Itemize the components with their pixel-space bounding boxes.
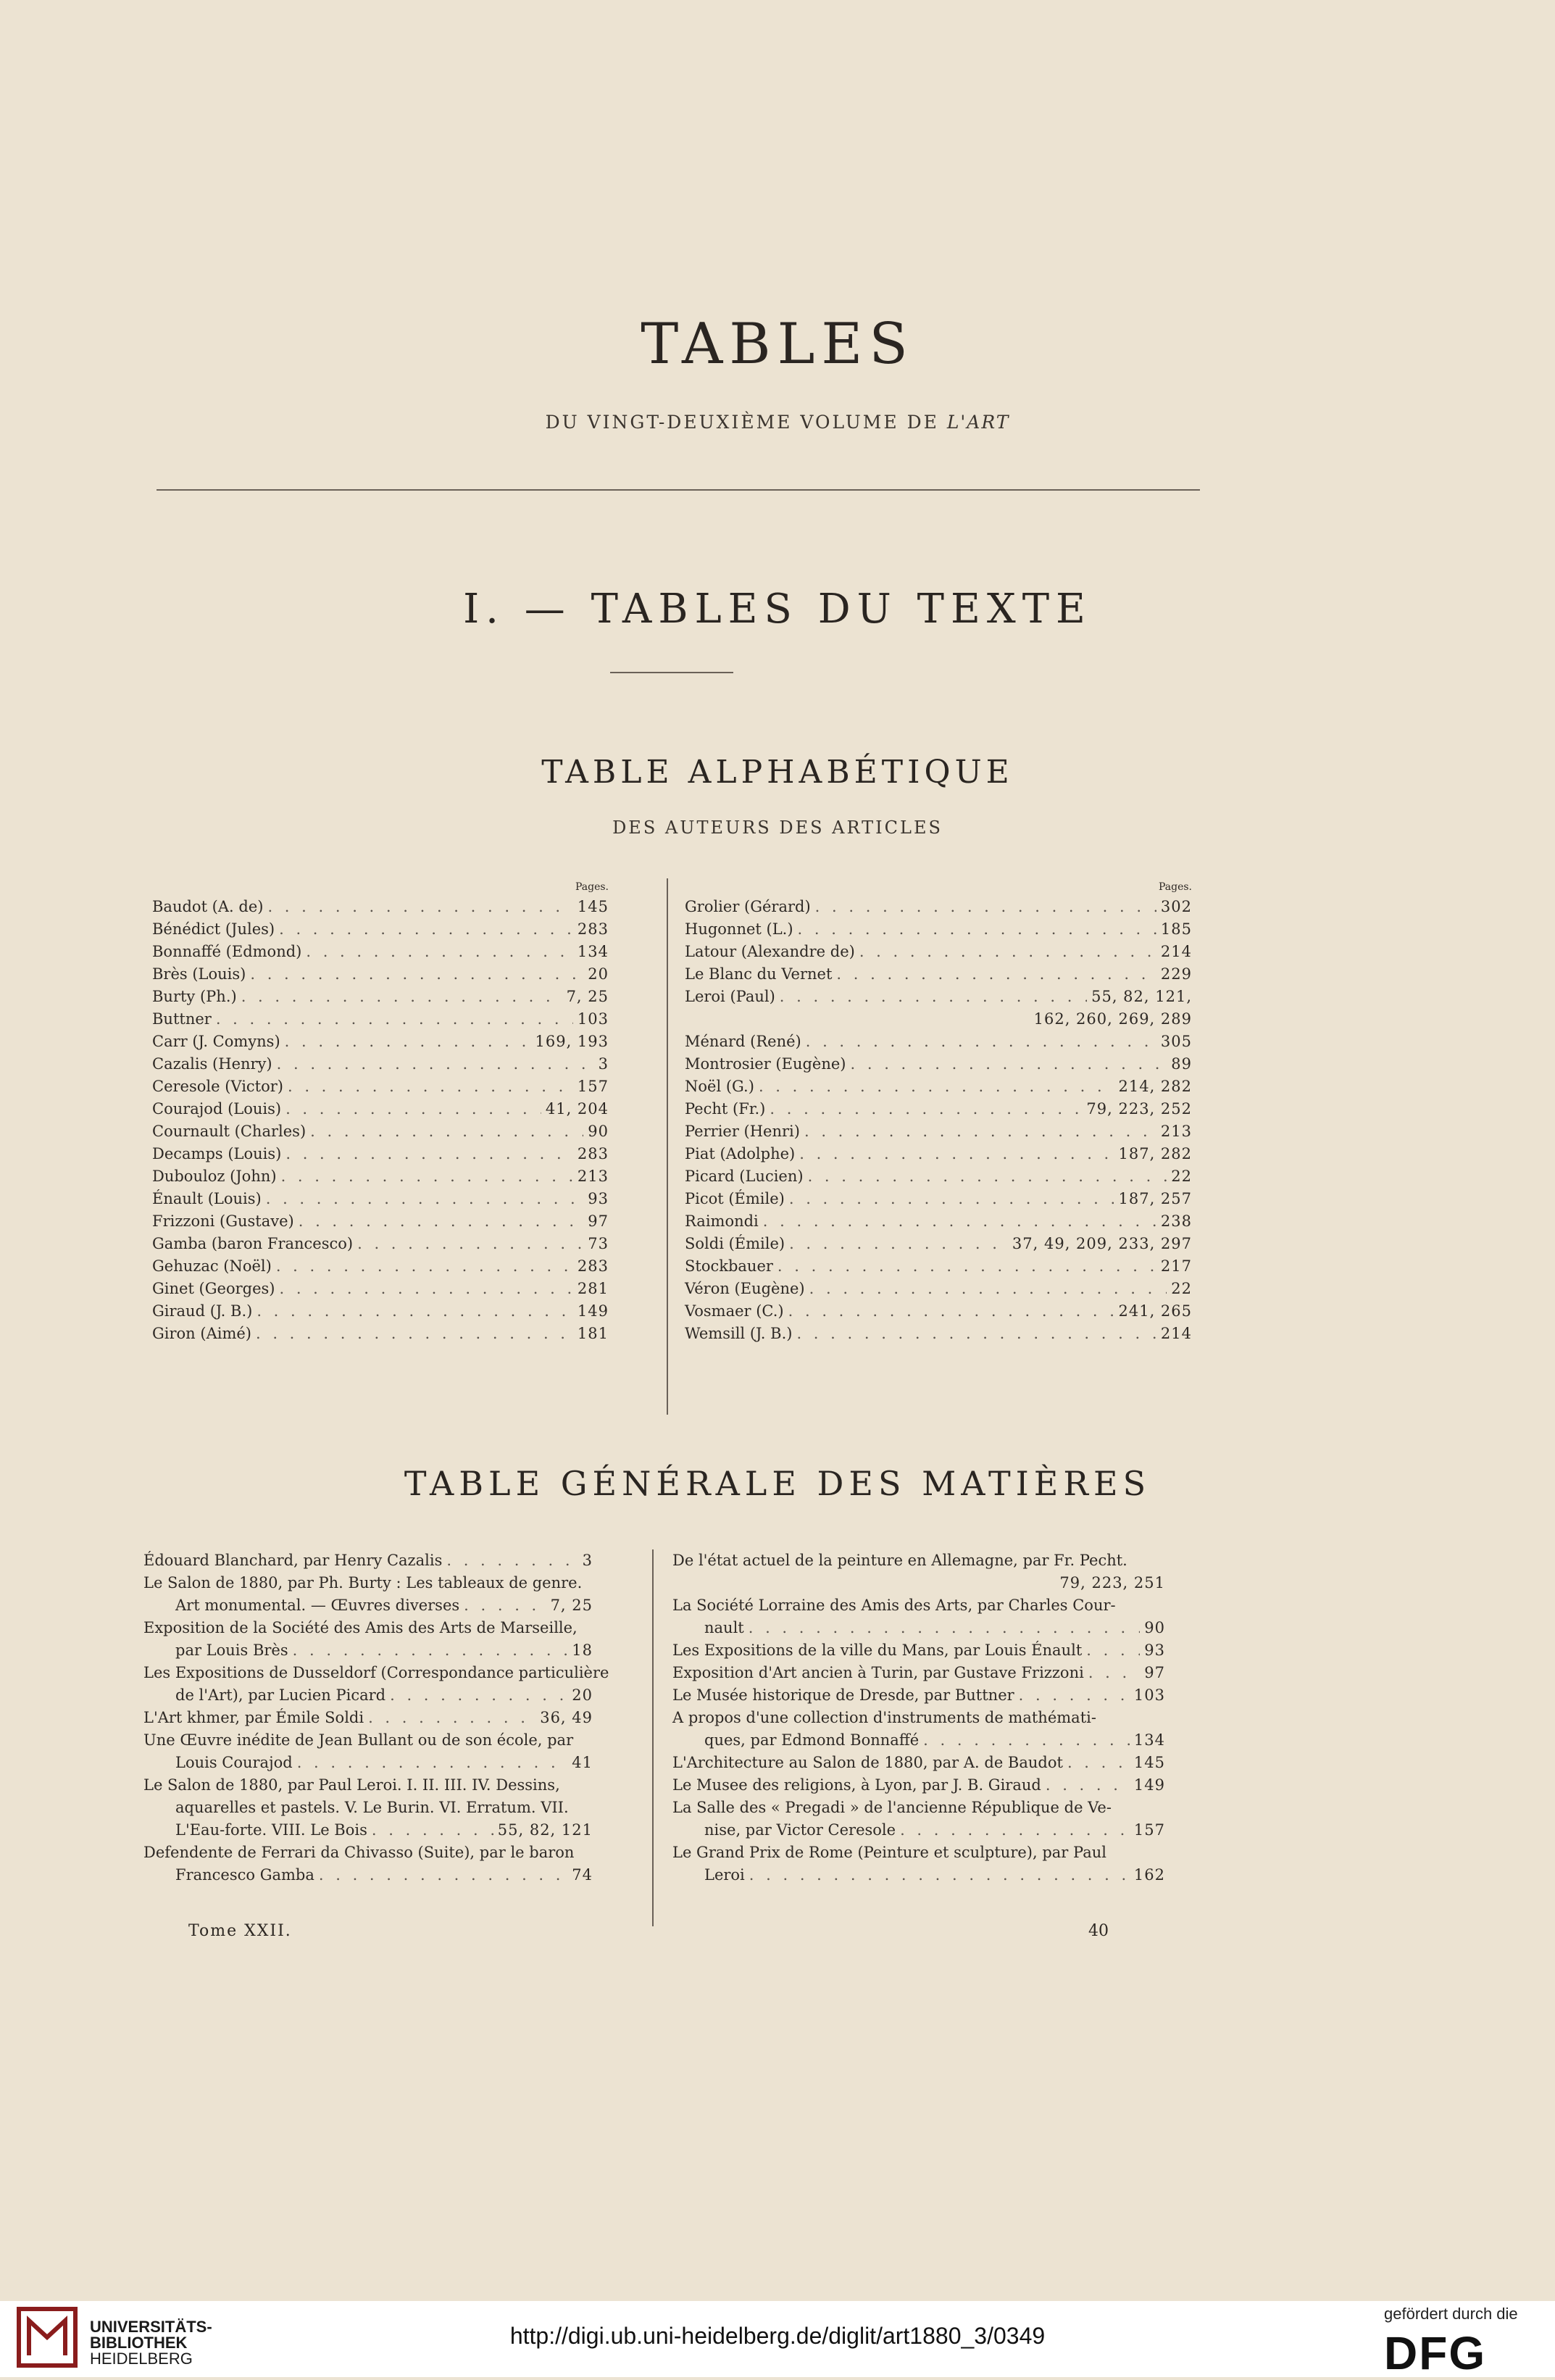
dot-leader bbox=[357, 1233, 583, 1255]
contents-entry bbox=[672, 1662, 1165, 1684]
dot-leader bbox=[923, 1729, 1130, 1752]
entry-line bbox=[143, 1819, 593, 1842]
entry-text: ques, par Edmond Bonnaffé bbox=[704, 1731, 920, 1749]
author-name: Piat (Adolphe) bbox=[685, 1145, 796, 1162]
part-title: I. — TABLES DU TEXTE bbox=[463, 586, 1092, 633]
dot-leader bbox=[1046, 1774, 1130, 1797]
author-row bbox=[685, 1233, 1192, 1255]
author-row bbox=[152, 1188, 609, 1210]
author-row bbox=[152, 1120, 609, 1143]
dot-leader bbox=[285, 1031, 531, 1053]
dot-leader bbox=[293, 1639, 568, 1662]
dot-leader bbox=[279, 1278, 572, 1300]
dot-leader bbox=[809, 1278, 1167, 1300]
dot-leader bbox=[281, 1165, 573, 1188]
author-row bbox=[152, 1300, 609, 1323]
contents-entry bbox=[672, 1752, 1165, 1774]
author-row bbox=[152, 1323, 609, 1345]
entry-text: par Louis Brès bbox=[175, 1642, 288, 1659]
dfg-logo: DFG bbox=[1384, 2327, 1487, 2379]
contents-entry bbox=[672, 1594, 1165, 1639]
author-name: Hugonnet (L.) bbox=[685, 920, 793, 938]
author-name: Grolier (Gérard) bbox=[685, 898, 811, 915]
author-row bbox=[152, 1075, 609, 1098]
author-name: Noël (G.) bbox=[685, 1078, 754, 1095]
alpha-table-title: TABLE ALPHABÉTIQUE bbox=[541, 754, 1014, 791]
page-numbers: 73 bbox=[588, 1235, 609, 1252]
dot-leader bbox=[808, 1165, 1167, 1188]
author-name: Carr (J. Comyns) bbox=[152, 1033, 280, 1050]
author-name: Véron (Eugène) bbox=[685, 1280, 805, 1297]
entry-line: Le Salon de 1880, par Paul Leroi. I. II. III. IV. Dessins, bbox=[143, 1776, 560, 1794]
author-name: Latour (Alexandre de) bbox=[685, 943, 855, 960]
page-numbers: 134 bbox=[1133, 1731, 1165, 1749]
entry-text: nise, par Victor Ceresole bbox=[704, 1821, 896, 1839]
dot-leader bbox=[804, 1120, 1156, 1143]
dot-leader bbox=[778, 1255, 1156, 1278]
author-row bbox=[152, 963, 609, 986]
general-table-left-column bbox=[143, 1549, 609, 1886]
author-row bbox=[152, 1165, 609, 1188]
dot-leader bbox=[306, 941, 573, 963]
entry-line: Le Salon de 1880, par Ph. Burty : Les tableaux de genre. bbox=[143, 1574, 583, 1591]
permalink-url[interactable]: http://digi.ub.uni-heidelberg.de/diglit/art1880_3/0349 bbox=[509, 2323, 1046, 2349]
entry-line bbox=[143, 1707, 593, 1729]
dot-leader bbox=[250, 963, 583, 986]
author-name: Perrier (Henri) bbox=[685, 1123, 800, 1140]
author-name: Frizzoni (Gustave) bbox=[152, 1212, 294, 1230]
entry-text: Francesco Gamba bbox=[175, 1866, 314, 1884]
page-numbers: 36, 49 bbox=[540, 1709, 593, 1726]
page-numbers: 302 bbox=[1160, 898, 1192, 915]
author-row bbox=[685, 1188, 1192, 1210]
dot-leader bbox=[796, 1323, 1156, 1345]
page-numbers: 169, 193 bbox=[535, 1033, 609, 1050]
dot-leader bbox=[1086, 1639, 1140, 1662]
author-row bbox=[685, 1008, 1192, 1031]
entry-line bbox=[672, 1639, 1165, 1662]
dot-leader bbox=[216, 1008, 573, 1031]
author-name: Énault (Louis) bbox=[152, 1190, 262, 1207]
page-numbers: 214, 282 bbox=[1118, 1078, 1192, 1095]
page-numbers: 7, 25 bbox=[550, 1597, 593, 1614]
dot-leader bbox=[859, 941, 1156, 963]
author-name: Cournault (Charles) bbox=[152, 1123, 307, 1140]
entry-line bbox=[672, 1752, 1165, 1774]
dot-leader bbox=[299, 1210, 584, 1233]
entry-text: de l'Art), par Lucien Picard bbox=[175, 1686, 386, 1704]
author-name: Giraud (J. B.) bbox=[152, 1302, 253, 1320]
author-row bbox=[685, 918, 1192, 941]
page-numbers: 22 bbox=[1171, 1280, 1192, 1297]
entry-line: aquarelles et pastels. V. Le Burin. VI. Erratum. VII. bbox=[175, 1799, 569, 1816]
page-numbers: 217 bbox=[1160, 1257, 1192, 1275]
entry-line bbox=[143, 1864, 593, 1886]
entry-text: Édouard Blanchard, par Henry Cazalis bbox=[143, 1552, 443, 1569]
entry-text: Le Musée historique de Dresde, par Buttner bbox=[672, 1686, 1014, 1704]
author-name: Gamba (baron Francesco) bbox=[152, 1235, 354, 1252]
dot-leader bbox=[390, 1684, 567, 1707]
author-row bbox=[685, 1210, 1192, 1233]
author-row bbox=[152, 896, 609, 918]
author-row bbox=[685, 1300, 1192, 1323]
author-name: Bénédict (Jules) bbox=[152, 920, 275, 938]
dot-leader bbox=[241, 986, 562, 1008]
author-row bbox=[152, 1031, 609, 1053]
contents-entry bbox=[672, 1774, 1165, 1797]
author-name: Ginet (Georges) bbox=[152, 1280, 275, 1297]
author-name: Soldi (Émile) bbox=[685, 1235, 785, 1252]
page-numbers: 145 bbox=[1133, 1754, 1165, 1771]
dot-leader bbox=[836, 963, 1156, 986]
page-numbers: 20 bbox=[572, 1686, 593, 1704]
alpha-left-rows bbox=[152, 896, 609, 1345]
author-row bbox=[685, 1031, 1192, 1053]
contents-entry bbox=[143, 1617, 593, 1662]
author-row bbox=[152, 918, 609, 941]
dot-leader bbox=[789, 1233, 1008, 1255]
dot-leader bbox=[256, 1323, 573, 1345]
general-table-title: TABLE GÉNÉRALE DES MATIÈRES bbox=[404, 1464, 1151, 1503]
author-name: Stockbauer bbox=[685, 1257, 773, 1275]
author-name: Baudot (A. de) bbox=[152, 898, 264, 915]
entry-text: Le Musee des religions, à Lyon, par J. B. Giraud bbox=[672, 1776, 1041, 1794]
page-numbers: 149 bbox=[577, 1302, 609, 1320]
contents-entry bbox=[672, 1707, 1165, 1752]
entry-line: La Salle des « Pregadi » de l'ancienne République de Ve- bbox=[672, 1799, 1112, 1816]
dot-leader bbox=[780, 986, 1087, 1008]
page-numbers: 93 bbox=[1144, 1642, 1165, 1659]
entry-line bbox=[143, 1639, 593, 1662]
author-row bbox=[152, 1098, 609, 1120]
contents-entry bbox=[143, 1662, 609, 1707]
author-name: Bonnaffé (Edmond) bbox=[152, 943, 302, 960]
author-row bbox=[685, 986, 1192, 1008]
entry-line bbox=[672, 1819, 1165, 1842]
dot-leader bbox=[1067, 1752, 1130, 1774]
page-numbers: 157 bbox=[577, 1078, 609, 1095]
contents-entry bbox=[672, 1797, 1165, 1842]
page-numbers: 214 bbox=[1160, 1325, 1192, 1342]
page-numbers: 97 bbox=[1144, 1664, 1165, 1681]
dot-leader bbox=[257, 1300, 573, 1323]
page-numbers: 93 bbox=[588, 1190, 609, 1207]
entry-line: A propos d'une collection d'instruments de mathémati- bbox=[672, 1709, 1096, 1726]
dot-leader bbox=[1019, 1684, 1130, 1707]
contents-entry bbox=[143, 1549, 593, 1572]
author-name: Vosmaer (C.) bbox=[685, 1302, 784, 1320]
author-row bbox=[152, 1278, 609, 1300]
dot-leader bbox=[372, 1819, 493, 1842]
page-numbers: 7, 25 bbox=[566, 988, 609, 1005]
page-numbers: 79, 223, 252 bbox=[1086, 1100, 1192, 1118]
dot-leader bbox=[279, 918, 573, 941]
entry-line bbox=[672, 1864, 1165, 1886]
page-numbers: 3 bbox=[598, 1055, 609, 1073]
library-name-line: BIBLIOTHEK bbox=[90, 2334, 188, 2352]
page-numbers: 187, 257 bbox=[1118, 1190, 1192, 1207]
page-numbers: 41 bbox=[572, 1754, 593, 1771]
author-name: Raimondi bbox=[685, 1212, 759, 1230]
column-separator bbox=[667, 878, 668, 1415]
author-name: Montrosier (Eugène) bbox=[685, 1055, 846, 1073]
subtitle-text: DU VINGT-DEUXIÈME VOLUME DE bbox=[545, 412, 947, 433]
page-numbers: 97 bbox=[588, 1212, 609, 1230]
dot-leader bbox=[851, 1053, 1167, 1075]
page-numbers: 181 bbox=[577, 1325, 609, 1342]
pages-column-label: Pages. bbox=[1158, 881, 1192, 893]
alpha-table-left-column bbox=[152, 878, 609, 1345]
dot-leader bbox=[267, 896, 572, 918]
author-row bbox=[152, 1008, 609, 1031]
page-numbers: 74 bbox=[572, 1866, 593, 1884]
tome-label: Tome XXII. bbox=[188, 1922, 292, 1940]
page-numbers: 55, 82, 121 bbox=[497, 1821, 593, 1839]
author-name: Pecht (Fr.) bbox=[685, 1100, 766, 1118]
page-numbers: 55, 82, 121, bbox=[1091, 988, 1192, 1005]
entry-line: Le Grand Prix de Rome (Peinture et sculpture), par Paul bbox=[672, 1844, 1106, 1861]
entry-line bbox=[672, 1617, 1165, 1639]
page-numbers: 20 bbox=[588, 965, 609, 983]
page-numbers: 283 bbox=[577, 1145, 609, 1162]
library-name-line: UNIVERSITÄTS- bbox=[90, 2318, 212, 2336]
page-numbers: 103 bbox=[577, 1010, 609, 1028]
page-numbers: 214 bbox=[1160, 943, 1192, 960]
contents-entry bbox=[672, 1549, 1165, 1594]
page-numbers: 238 bbox=[1160, 1212, 1192, 1230]
contents-entry bbox=[143, 1774, 593, 1842]
page-numbers: 22 bbox=[1171, 1168, 1192, 1185]
entry-text: Art monumental. — Œuvres diverses bbox=[175, 1597, 460, 1614]
page-numbers: 229 bbox=[1160, 965, 1192, 983]
short-divider-rule bbox=[610, 672, 733, 673]
dot-leader bbox=[799, 1143, 1114, 1165]
dot-leader bbox=[749, 1617, 1141, 1639]
dot-leader bbox=[464, 1594, 546, 1617]
dot-leader bbox=[763, 1210, 1156, 1233]
author-name: Gehuzac (Noël) bbox=[152, 1257, 272, 1275]
author-name: Courajod (Louis) bbox=[152, 1100, 282, 1118]
author-row bbox=[152, 1053, 609, 1075]
author-row bbox=[685, 896, 1192, 918]
contents-entry bbox=[672, 1842, 1165, 1886]
author-row bbox=[685, 963, 1192, 986]
entry-line bbox=[672, 1572, 1165, 1594]
page-numbers: 41, 204 bbox=[545, 1100, 609, 1118]
divider-rule bbox=[157, 489, 1200, 491]
author-row bbox=[685, 1323, 1192, 1345]
dot-leader bbox=[446, 1549, 578, 1572]
dot-leader bbox=[288, 1075, 573, 1098]
author-row bbox=[685, 1053, 1192, 1075]
author-name: Brès (Louis) bbox=[152, 965, 246, 983]
dot-leader bbox=[815, 896, 1156, 918]
dot-leader bbox=[266, 1188, 584, 1210]
page-numbers: 157 bbox=[1133, 1821, 1165, 1839]
author-row bbox=[152, 1210, 609, 1233]
page-numbers: 283 bbox=[577, 1257, 609, 1275]
page-numbers: 89 bbox=[1171, 1055, 1192, 1073]
dot-leader bbox=[759, 1075, 1114, 1098]
dot-leader bbox=[276, 1255, 573, 1278]
dot-leader bbox=[297, 1752, 568, 1774]
author-name: Wemsill (J. B.) bbox=[685, 1325, 793, 1342]
entry-text: Les Expositions de la ville du Mans, par Louis Énault bbox=[672, 1642, 1083, 1659]
page-subtitle bbox=[0, 412, 1555, 433]
contents-entry bbox=[672, 1684, 1165, 1707]
page-numbers: 145 bbox=[577, 898, 609, 915]
dot-leader bbox=[788, 1300, 1114, 1323]
author-name: Picard (Lucien) bbox=[685, 1168, 804, 1185]
dot-leader bbox=[798, 918, 1156, 941]
entry-line bbox=[672, 1774, 1165, 1797]
author-name: Cazalis (Henry) bbox=[152, 1055, 272, 1073]
page-numbers: 90 bbox=[588, 1123, 609, 1140]
dot-leader bbox=[310, 1120, 583, 1143]
entry-line bbox=[143, 1684, 593, 1707]
subtitle-journal-name: L'ART bbox=[946, 412, 1010, 433]
entry-line: Les Expositions de Dusseldorf (Correspondance particulière bbox=[143, 1664, 609, 1681]
alpha-table-subtitle: DES AUTEURS DES ARTICLES bbox=[612, 817, 943, 838]
page-numbers: 90 bbox=[1144, 1619, 1165, 1636]
page-numbers: 3 bbox=[582, 1552, 593, 1569]
contents-entry bbox=[143, 1707, 593, 1729]
author-row bbox=[685, 1143, 1192, 1165]
library-name-line: HEIDELBERG bbox=[90, 2350, 193, 2368]
author-row bbox=[685, 1075, 1192, 1098]
author-row bbox=[685, 1278, 1192, 1300]
contents-entry bbox=[672, 1639, 1165, 1662]
entry-text: Leroi bbox=[704, 1866, 745, 1884]
author-name: Dubouloz (John) bbox=[152, 1168, 277, 1185]
author-name: Picot (Émile) bbox=[685, 1190, 785, 1207]
pages-column-label: Pages. bbox=[575, 881, 609, 893]
funding-caption: gefördert durch die bbox=[1384, 2305, 1518, 2323]
dot-leader bbox=[1088, 1662, 1140, 1684]
page-numbers: 103 bbox=[1133, 1686, 1165, 1704]
author-name: Burty (Ph.) bbox=[152, 988, 237, 1005]
entry-line bbox=[143, 1752, 593, 1774]
entry-line: Une Œuvre inédite de Jean Bullant ou de son école, par bbox=[143, 1731, 574, 1749]
contents-entry bbox=[143, 1572, 593, 1617]
entry-line bbox=[143, 1549, 593, 1572]
column-separator bbox=[652, 1549, 654, 1926]
author-name: Le Blanc du Vernet bbox=[685, 965, 833, 983]
author-row bbox=[152, 1255, 609, 1278]
entry-line bbox=[672, 1684, 1165, 1707]
page-numbers: 213 bbox=[1160, 1123, 1192, 1140]
page-title: TABLES bbox=[641, 312, 914, 377]
entry-line bbox=[143, 1594, 593, 1617]
entry-text: Louis Courajod bbox=[175, 1754, 293, 1771]
entry-line: De l'état actuel de la peinture en Allemagne, par Fr. Pecht. bbox=[672, 1552, 1127, 1569]
dot-leader bbox=[368, 1707, 535, 1729]
page-numbers: 79, 223, 251 bbox=[1059, 1574, 1165, 1591]
alpha-right-rows bbox=[685, 896, 1192, 1345]
entry-text: nault bbox=[704, 1619, 744, 1636]
dot-leader bbox=[285, 1143, 573, 1165]
author-row bbox=[152, 1233, 609, 1255]
alpha-table-right-column bbox=[685, 878, 1192, 1345]
dot-leader bbox=[806, 1031, 1156, 1053]
general-table-right-column bbox=[672, 1549, 1165, 1886]
dot-leader bbox=[749, 1864, 1130, 1886]
dot-leader bbox=[770, 1098, 1082, 1120]
dot-leader bbox=[277, 1053, 594, 1075]
author-row bbox=[152, 941, 609, 963]
author-name: Decamps (Louis) bbox=[152, 1145, 282, 1162]
author-name: Ménard (René) bbox=[685, 1033, 801, 1050]
author-name: Giron (Aimé) bbox=[152, 1325, 251, 1342]
dot-leader bbox=[319, 1864, 567, 1886]
entry-text: Exposition d'Art ancien à Turin, par Gustave Frizzoni bbox=[672, 1664, 1084, 1681]
page-numbers: 185 bbox=[1160, 920, 1192, 938]
entry-text: L'Architecture au Salon de 1880, par A. de Baudot bbox=[672, 1754, 1063, 1771]
contents-entry bbox=[143, 1729, 593, 1774]
page-numbers: 18 bbox=[572, 1642, 593, 1659]
page-numbers: 187, 282 bbox=[1118, 1145, 1192, 1162]
author-row bbox=[685, 941, 1192, 963]
entry-line: La Société Lorraine des Amis des Arts, par Charles Cour- bbox=[672, 1597, 1116, 1614]
page-numbers: 134 bbox=[577, 943, 609, 960]
dot-leader bbox=[285, 1098, 541, 1120]
page-numbers: 162 bbox=[1133, 1866, 1165, 1884]
entry-line bbox=[672, 1662, 1165, 1684]
author-row bbox=[685, 1098, 1192, 1120]
page-numbers: 281 bbox=[577, 1280, 609, 1297]
author-name: Leroi (Paul) bbox=[685, 988, 775, 1005]
author-row bbox=[685, 1165, 1192, 1188]
page-numbers: 283 bbox=[577, 920, 609, 938]
sheet-number: 40 bbox=[1088, 1922, 1109, 1940]
dot-leader bbox=[900, 1819, 1130, 1842]
contents-entry bbox=[143, 1842, 593, 1886]
entry-text: L'Art khmer, par Émile Soldi bbox=[143, 1709, 364, 1726]
author-row bbox=[685, 1120, 1192, 1143]
entry-line: Exposition de la Société des Amis des Arts de Marseille, bbox=[143, 1619, 578, 1636]
author-row bbox=[685, 1255, 1192, 1278]
entry-line: Defendente de Ferrari da Chivasso (Suite), par le baron bbox=[143, 1844, 575, 1861]
author-row bbox=[152, 1143, 609, 1165]
author-name: Buttner bbox=[152, 1010, 212, 1028]
page-numbers: 241, 265 bbox=[1118, 1302, 1192, 1320]
dot-leader bbox=[789, 1188, 1114, 1210]
page-numbers: 37, 49, 209, 233, 297 bbox=[1012, 1235, 1192, 1252]
author-row bbox=[152, 986, 609, 1008]
page-numbers: 149 bbox=[1133, 1776, 1165, 1794]
entry-text: L'Eau-forte. VIII. Le Bois bbox=[175, 1821, 367, 1839]
page-numbers: 305 bbox=[1160, 1033, 1192, 1050]
page-numbers: 213 bbox=[577, 1168, 609, 1185]
author-name: Ceresole (Victor) bbox=[152, 1078, 283, 1095]
entry-line bbox=[672, 1729, 1165, 1752]
page-numbers: 162, 260, 269, 289 bbox=[1033, 1010, 1192, 1028]
